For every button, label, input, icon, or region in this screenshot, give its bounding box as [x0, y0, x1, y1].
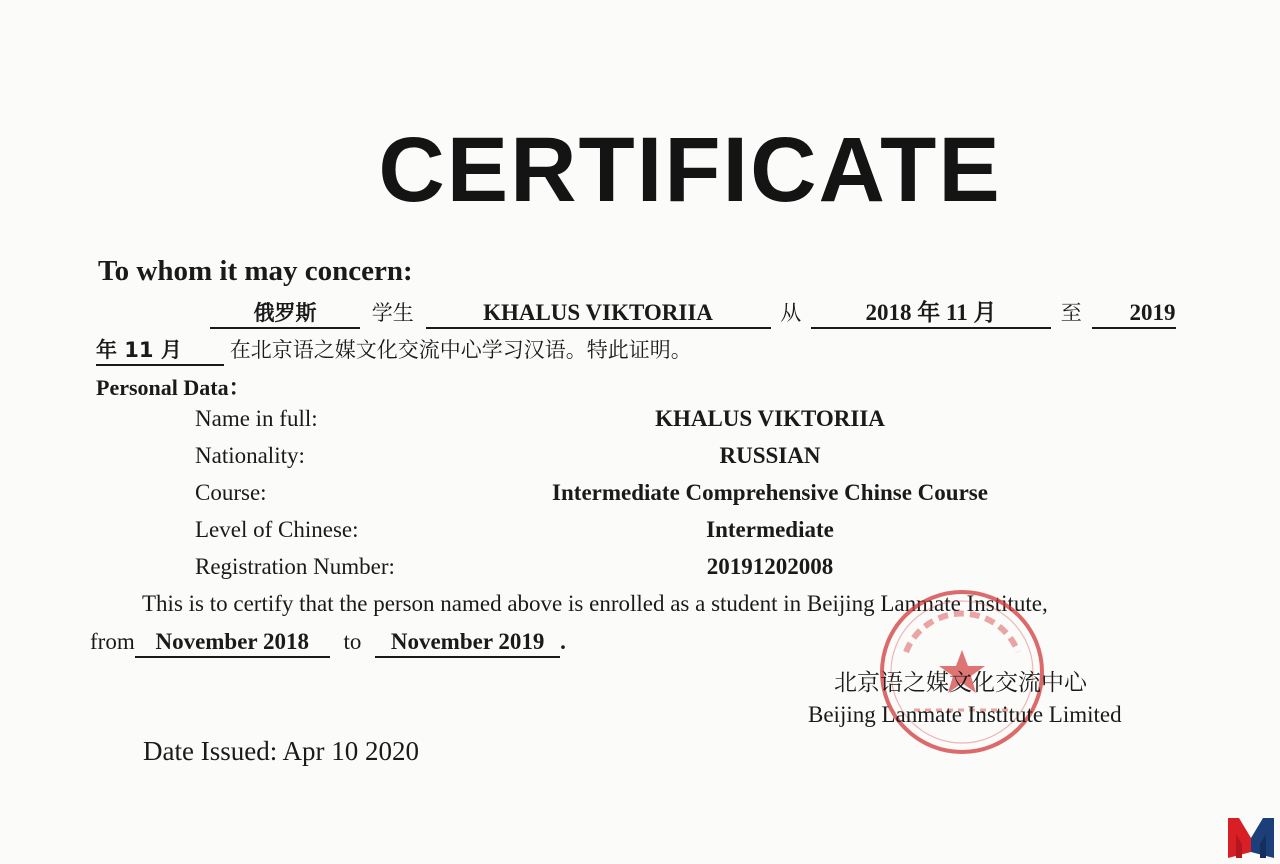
personal-data-title: Personal Data： [96, 375, 251, 400]
institution-name-cn: 北京语之媒文化交流中心 [834, 670, 1087, 696]
cn-statement-line-1 [210, 297, 1176, 329]
cn-statement-tail: 在北京语之媒文化交流中心学习汉语。特此证明。 [229, 338, 692, 362]
from-word-cn: 从 [780, 301, 802, 325]
registration-label: Registration Number: [195, 554, 395, 579]
certify-statement: This is to certify that the person named above is enrolled as a student in Beijing Lanmate Institute, [142, 591, 1048, 616]
institution-name-en: Beijing Lanmate Institute Limited [808, 702, 1122, 727]
to-word-cn: 至 [1060, 301, 1082, 325]
level-label: Level of Chinese: [195, 517, 359, 542]
to-word: to [343, 629, 362, 654]
enrollment-period [90, 628, 566, 658]
from-word: from [90, 629, 135, 654]
salutation: To whom it may concern: [98, 255, 413, 287]
country-field: 俄罗斯 [210, 299, 360, 329]
personal-data-row [0, 443, 1280, 477]
period-mark: . [560, 629, 566, 654]
nationality-value: RUSSIAN [719, 443, 821, 468]
from-date-field: November 2018 [135, 628, 330, 658]
student-name-field: KHALUS VIKTORIIA [426, 299, 771, 329]
personal-data-row [0, 517, 1280, 551]
m-logo-icon [1226, 816, 1276, 860]
to-date-field: November 2019 [375, 628, 560, 658]
end-month-field: 年 11 月 [96, 336, 224, 366]
name-value: KHALUS VIKTORIIA [655, 406, 885, 431]
student-word: 学生 [371, 301, 414, 325]
date-issued: Date Issued: Apr 10 2020 [143, 736, 419, 766]
level-value: Intermediate [706, 517, 834, 542]
personal-data-row [0, 554, 1280, 588]
start-date-field: 2018 年 11 月 [811, 299, 1051, 329]
personal-data-row [0, 480, 1280, 514]
cn-statement-line-2 [96, 334, 692, 366]
nationality-label: Nationality: [195, 443, 305, 468]
name-label: Name in full: [195, 406, 318, 431]
registration-value: 20191202008 [706, 554, 834, 579]
course-value: Intermediate Comprehensive Chinse Course [552, 480, 988, 505]
certificate-title: CERTIFICATE [378, 119, 1002, 221]
personal-data-row [0, 406, 1280, 440]
end-year-field: 2019 [1092, 299, 1176, 329]
course-label: Course: [195, 480, 267, 505]
